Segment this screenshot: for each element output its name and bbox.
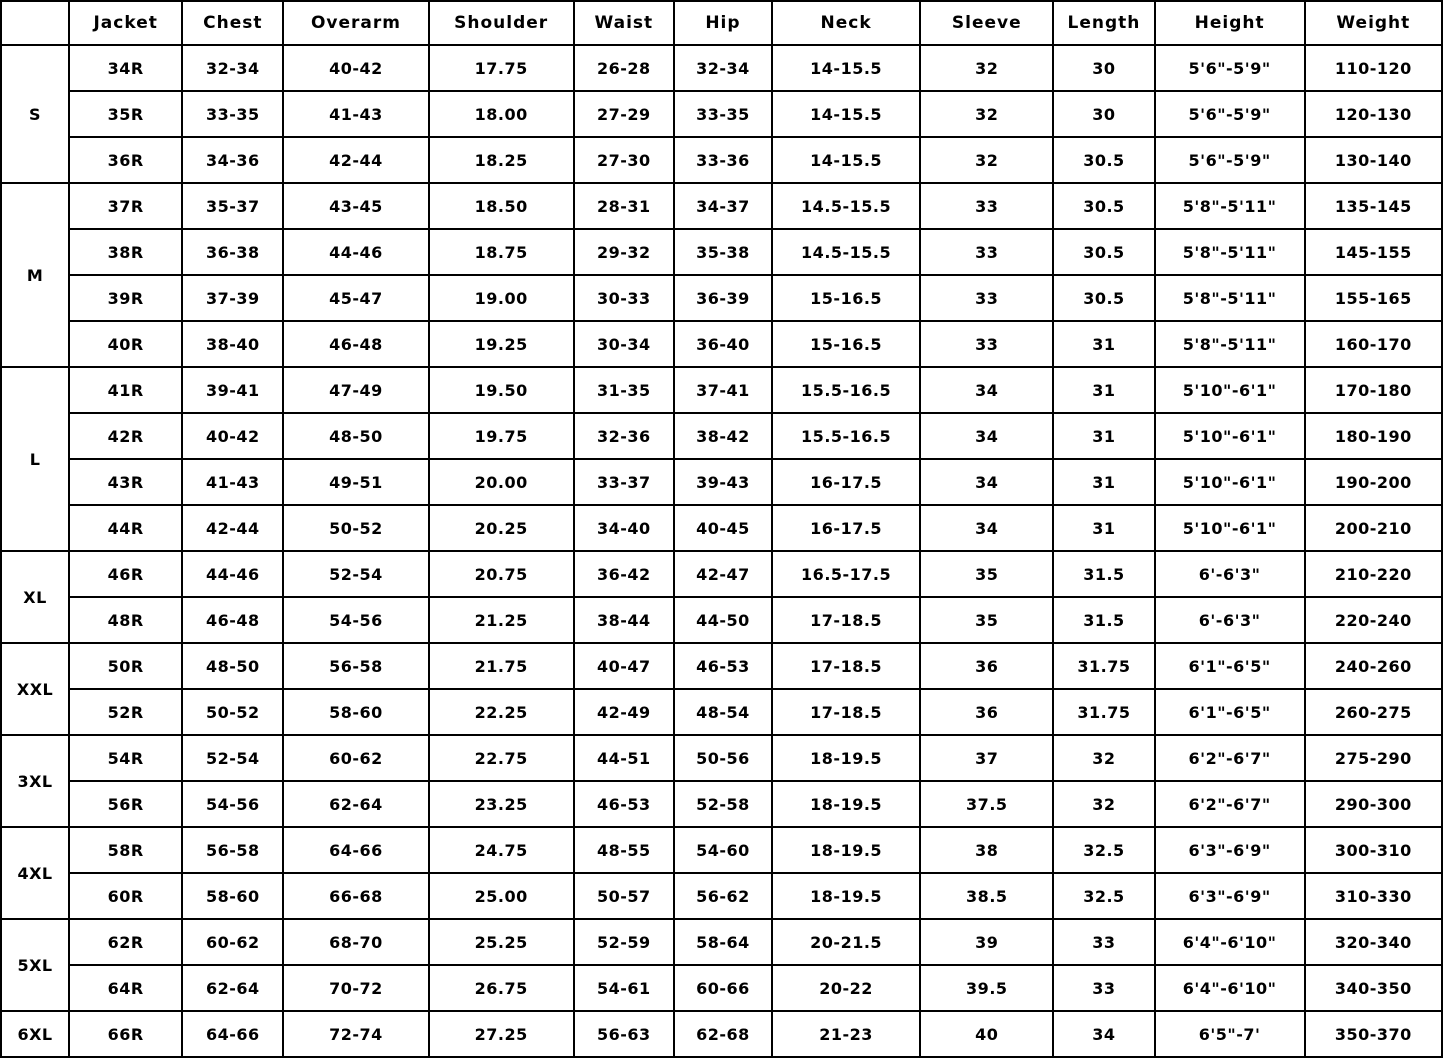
- cell-neck: 17-18.5: [772, 597, 920, 643]
- cell-chest: 46-48: [182, 597, 283, 643]
- cell-neck: 14-15.5: [772, 45, 920, 91]
- cell-hip: 62-68: [674, 1011, 772, 1057]
- cell-chest: 48-50: [182, 643, 283, 689]
- cell-shoulder: 19.75: [429, 413, 574, 459]
- cell-sleeve: 34: [920, 413, 1053, 459]
- table-row: [1, 45, 1442, 91]
- column-header-overarm: Overarm: [283, 1, 428, 45]
- cell-jacket: 35R: [69, 91, 182, 137]
- size-group-label: 3XL: [1, 735, 69, 827]
- cell-overarm: 44-46: [283, 229, 428, 275]
- cell-jacket: 39R: [69, 275, 182, 321]
- cell-overarm: 42-44: [283, 137, 428, 183]
- cell-jacket: 41R: [69, 367, 182, 413]
- cell-sleeve: 40: [920, 1011, 1053, 1057]
- cell-jacket: 34R: [69, 45, 182, 91]
- cell-overarm: 46-48: [283, 321, 428, 367]
- size-group-label: 4XL: [1, 827, 69, 919]
- cell-hip: 39-43: [674, 459, 772, 505]
- cell-sleeve: 34: [920, 459, 1053, 505]
- cell-jacket: 64R: [69, 965, 182, 1011]
- cell-waist: 26-28: [574, 45, 674, 91]
- cell-length: 33: [1053, 919, 1154, 965]
- cell-waist: 48-55: [574, 827, 674, 873]
- cell-overarm: 62-64: [283, 781, 428, 827]
- cell-jacket: 56R: [69, 781, 182, 827]
- table-row: [1, 827, 1442, 873]
- cell-waist: 30-34: [574, 321, 674, 367]
- cell-height: 6'4"-6'10": [1155, 965, 1305, 1011]
- cell-neck: 14-15.5: [772, 91, 920, 137]
- cell-length: 30.5: [1053, 275, 1154, 321]
- cell-shoulder: 18.75: [429, 229, 574, 275]
- cell-jacket: 36R: [69, 137, 182, 183]
- cell-waist: 32-36: [574, 413, 674, 459]
- cell-overarm: 41-43: [283, 91, 428, 137]
- cell-waist: 29-32: [574, 229, 674, 275]
- cell-neck: 17-18.5: [772, 689, 920, 735]
- cell-height: 5'10"-6'1": [1155, 413, 1305, 459]
- cell-hip: 36-39: [674, 275, 772, 321]
- cell-sleeve: 36: [920, 689, 1053, 735]
- cell-jacket: 66R: [69, 1011, 182, 1057]
- cell-height: 5'8"-5'11": [1155, 275, 1305, 321]
- column-header-chest: Chest: [182, 1, 283, 45]
- cell-hip: 44-50: [674, 597, 772, 643]
- cell-overarm: 40-42: [283, 45, 428, 91]
- cell-length: 32: [1053, 735, 1154, 781]
- cell-waist: 27-29: [574, 91, 674, 137]
- cell-hip: 35-38: [674, 229, 772, 275]
- cell-hip: 56-62: [674, 873, 772, 919]
- cell-sleeve: 35: [920, 597, 1053, 643]
- cell-length: 31.5: [1053, 597, 1154, 643]
- cell-shoulder: 24.75: [429, 827, 574, 873]
- cell-weight: 120-130: [1305, 91, 1442, 137]
- cell-jacket: 46R: [69, 551, 182, 597]
- size-group-label: S: [1, 45, 69, 183]
- cell-hip: 34-37: [674, 183, 772, 229]
- cell-overarm: 72-74: [283, 1011, 428, 1057]
- cell-height: 6'5"-7': [1155, 1011, 1305, 1057]
- cell-waist: 36-42: [574, 551, 674, 597]
- cell-weight: 145-155: [1305, 229, 1442, 275]
- cell-sleeve: 39.5: [920, 965, 1053, 1011]
- cell-hip: 32-34: [674, 45, 772, 91]
- column-header-weight: Weight: [1305, 1, 1442, 45]
- cell-hip: 46-53: [674, 643, 772, 689]
- cell-waist: 44-51: [574, 735, 674, 781]
- cell-weight: 190-200: [1305, 459, 1442, 505]
- cell-overarm: 43-45: [283, 183, 428, 229]
- cell-jacket: 40R: [69, 321, 182, 367]
- cell-jacket: 62R: [69, 919, 182, 965]
- cell-weight: 350-370: [1305, 1011, 1442, 1057]
- cell-weight: 275-290: [1305, 735, 1442, 781]
- cell-height: 6'3"-6'9": [1155, 827, 1305, 873]
- cell-hip: 42-47: [674, 551, 772, 597]
- cell-height: 5'8"-5'11": [1155, 321, 1305, 367]
- cell-height: 6'1"-6'5": [1155, 689, 1305, 735]
- cell-weight: 220-240: [1305, 597, 1442, 643]
- cell-length: 31: [1053, 367, 1154, 413]
- table-row: [1, 505, 1442, 551]
- cell-weight: 160-170: [1305, 321, 1442, 367]
- column-header-jacket: Jacket: [69, 1, 182, 45]
- cell-hip: 58-64: [674, 919, 772, 965]
- cell-jacket: 58R: [69, 827, 182, 873]
- cell-neck: 18-19.5: [772, 873, 920, 919]
- cell-hip: 38-42: [674, 413, 772, 459]
- cell-length: 31.75: [1053, 689, 1154, 735]
- cell-neck: 17-18.5: [772, 643, 920, 689]
- size-group-label: M: [1, 183, 69, 367]
- cell-overarm: 52-54: [283, 551, 428, 597]
- cell-sleeve: 33: [920, 275, 1053, 321]
- cell-chest: 40-42: [182, 413, 283, 459]
- table-row: [1, 413, 1442, 459]
- cell-weight: 200-210: [1305, 505, 1442, 551]
- cell-neck: 16-17.5: [772, 505, 920, 551]
- cell-hip: 52-58: [674, 781, 772, 827]
- cell-hip: 36-40: [674, 321, 772, 367]
- cell-waist: 28-31: [574, 183, 674, 229]
- cell-sleeve: 39: [920, 919, 1053, 965]
- cell-weight: 300-310: [1305, 827, 1442, 873]
- size-group-label: XL: [1, 551, 69, 643]
- cell-neck: 20-21.5: [772, 919, 920, 965]
- cell-neck: 15-16.5: [772, 275, 920, 321]
- cell-weight: 240-260: [1305, 643, 1442, 689]
- cell-sleeve: 32: [920, 45, 1053, 91]
- cell-neck: 15.5-16.5: [772, 413, 920, 459]
- cell-waist: 38-44: [574, 597, 674, 643]
- cell-overarm: 68-70: [283, 919, 428, 965]
- cell-chest: 62-64: [182, 965, 283, 1011]
- column-header-shoulder: Shoulder: [429, 1, 574, 45]
- cell-hip: 50-56: [674, 735, 772, 781]
- cell-chest: 58-60: [182, 873, 283, 919]
- cell-height: 5'10"-6'1": [1155, 505, 1305, 551]
- cell-shoulder: 22.75: [429, 735, 574, 781]
- cell-length: 30.5: [1053, 183, 1154, 229]
- cell-length: 31: [1053, 413, 1154, 459]
- cell-shoulder: 19.00: [429, 275, 574, 321]
- cell-shoulder: 20.75: [429, 551, 574, 597]
- cell-overarm: 56-58: [283, 643, 428, 689]
- cell-weight: 210-220: [1305, 551, 1442, 597]
- cell-jacket: 37R: [69, 183, 182, 229]
- cell-shoulder: 21.75: [429, 643, 574, 689]
- table-row: [1, 781, 1442, 827]
- size-group-label: 5XL: [1, 919, 69, 1011]
- size-group-label: XXL: [1, 643, 69, 735]
- cell-waist: 42-49: [574, 689, 674, 735]
- table-row: [1, 91, 1442, 137]
- cell-sleeve: 33: [920, 321, 1053, 367]
- table-row: [1, 367, 1442, 413]
- cell-chest: 50-52: [182, 689, 283, 735]
- table-row: [1, 597, 1442, 643]
- cell-length: 30.5: [1053, 229, 1154, 275]
- cell-length: 32: [1053, 781, 1154, 827]
- cell-chest: 34-36: [182, 137, 283, 183]
- cell-height: 5'6"-5'9": [1155, 45, 1305, 91]
- column-header-size: [1, 1, 69, 45]
- table-row: [1, 459, 1442, 505]
- cell-chest: 64-66: [182, 1011, 283, 1057]
- cell-length: 31: [1053, 505, 1154, 551]
- cell-weight: 260-275: [1305, 689, 1442, 735]
- cell-sleeve: 34: [920, 505, 1053, 551]
- cell-sleeve: 34: [920, 367, 1053, 413]
- header-row: [1, 1, 1442, 45]
- cell-overarm: 45-47: [283, 275, 428, 321]
- cell-jacket: 44R: [69, 505, 182, 551]
- cell-jacket: 50R: [69, 643, 182, 689]
- cell-waist: 46-53: [574, 781, 674, 827]
- cell-shoulder: 18.50: [429, 183, 574, 229]
- table-row: [1, 1011, 1442, 1057]
- cell-sleeve: 38: [920, 827, 1053, 873]
- cell-sleeve: 36: [920, 643, 1053, 689]
- table-row: [1, 551, 1442, 597]
- cell-weight: 310-330: [1305, 873, 1442, 919]
- cell-weight: 180-190: [1305, 413, 1442, 459]
- cell-neck: 21-23: [772, 1011, 920, 1057]
- cell-chest: 33-35: [182, 91, 283, 137]
- cell-weight: 340-350: [1305, 965, 1442, 1011]
- cell-sleeve: 38.5: [920, 873, 1053, 919]
- cell-chest: 54-56: [182, 781, 283, 827]
- cell-waist: 27-30: [574, 137, 674, 183]
- table-row: [1, 689, 1442, 735]
- cell-shoulder: 23.25: [429, 781, 574, 827]
- cell-hip: 33-35: [674, 91, 772, 137]
- cell-length: 30: [1053, 91, 1154, 137]
- cell-shoulder: 18.25: [429, 137, 574, 183]
- cell-weight: 320-340: [1305, 919, 1442, 965]
- cell-overarm: 60-62: [283, 735, 428, 781]
- cell-overarm: 47-49: [283, 367, 428, 413]
- cell-neck: 15-16.5: [772, 321, 920, 367]
- cell-neck: 14-15.5: [772, 137, 920, 183]
- cell-weight: 290-300: [1305, 781, 1442, 827]
- cell-jacket: 48R: [69, 597, 182, 643]
- table-row: [1, 919, 1442, 965]
- cell-overarm: 48-50: [283, 413, 428, 459]
- table-row: [1, 275, 1442, 321]
- cell-neck: 16-17.5: [772, 459, 920, 505]
- cell-height: 5'6"-5'9": [1155, 91, 1305, 137]
- cell-height: 6'1"-6'5": [1155, 643, 1305, 689]
- cell-jacket: 60R: [69, 873, 182, 919]
- cell-waist: 54-61: [574, 965, 674, 1011]
- cell-overarm: 58-60: [283, 689, 428, 735]
- cell-jacket: 42R: [69, 413, 182, 459]
- cell-hip: 48-54: [674, 689, 772, 735]
- cell-sleeve: 37: [920, 735, 1053, 781]
- cell-waist: 52-59: [574, 919, 674, 965]
- cell-hip: 37-41: [674, 367, 772, 413]
- size-group-label: L: [1, 367, 69, 551]
- cell-length: 30: [1053, 45, 1154, 91]
- cell-sleeve: 35: [920, 551, 1053, 597]
- cell-length: 31.5: [1053, 551, 1154, 597]
- cell-chest: 36-38: [182, 229, 283, 275]
- cell-length: 31: [1053, 321, 1154, 367]
- cell-shoulder: 25.25: [429, 919, 574, 965]
- cell-length: 30.5: [1053, 137, 1154, 183]
- cell-shoulder: 21.25: [429, 597, 574, 643]
- cell-waist: 30-33: [574, 275, 674, 321]
- cell-weight: 135-145: [1305, 183, 1442, 229]
- table-row: [1, 321, 1442, 367]
- cell-height: 6'-6'3": [1155, 551, 1305, 597]
- cell-length: 31: [1053, 459, 1154, 505]
- cell-chest: 42-44: [182, 505, 283, 551]
- cell-waist: 56-63: [574, 1011, 674, 1057]
- cell-neck: 18-19.5: [772, 781, 920, 827]
- cell-sleeve: 33: [920, 183, 1053, 229]
- cell-shoulder: 27.25: [429, 1011, 574, 1057]
- cell-chest: 38-40: [182, 321, 283, 367]
- cell-waist: 40-47: [574, 643, 674, 689]
- table-row: [1, 735, 1442, 781]
- cell-shoulder: 19.25: [429, 321, 574, 367]
- cell-length: 32.5: [1053, 873, 1154, 919]
- table-row: [1, 183, 1442, 229]
- column-header-hip: Hip: [674, 1, 772, 45]
- cell-jacket: 54R: [69, 735, 182, 781]
- cell-sleeve: 32: [920, 91, 1053, 137]
- cell-shoulder: 22.25: [429, 689, 574, 735]
- cell-jacket: 52R: [69, 689, 182, 735]
- cell-weight: 155-165: [1305, 275, 1442, 321]
- cell-height: 5'10"-6'1": [1155, 459, 1305, 505]
- table-row: [1, 229, 1442, 275]
- size-group-label: 6XL: [1, 1011, 69, 1057]
- cell-shoulder: 18.00: [429, 91, 574, 137]
- table-row: [1, 965, 1442, 1011]
- cell-chest: 52-54: [182, 735, 283, 781]
- cell-length: 34: [1053, 1011, 1154, 1057]
- cell-height: 6'4"-6'10": [1155, 919, 1305, 965]
- cell-neck: 14.5-15.5: [772, 183, 920, 229]
- column-header-waist: Waist: [574, 1, 674, 45]
- cell-chest: 35-37: [182, 183, 283, 229]
- cell-chest: 56-58: [182, 827, 283, 873]
- cell-chest: 44-46: [182, 551, 283, 597]
- cell-length: 32.5: [1053, 827, 1154, 873]
- cell-overarm: 54-56: [283, 597, 428, 643]
- cell-hip: 54-60: [674, 827, 772, 873]
- cell-height: 5'8"-5'11": [1155, 229, 1305, 275]
- cell-length: 33: [1053, 965, 1154, 1011]
- cell-overarm: 49-51: [283, 459, 428, 505]
- cell-weight: 130-140: [1305, 137, 1442, 183]
- cell-overarm: 66-68: [283, 873, 428, 919]
- table-row: [1, 873, 1442, 919]
- cell-chest: 37-39: [182, 275, 283, 321]
- cell-waist: 50-57: [574, 873, 674, 919]
- cell-weight: 110-120: [1305, 45, 1442, 91]
- cell-height: 5'6"-5'9": [1155, 137, 1305, 183]
- cell-jacket: 43R: [69, 459, 182, 505]
- cell-waist: 31-35: [574, 367, 674, 413]
- table-row: [1, 643, 1442, 689]
- cell-height: 6'2"-6'7": [1155, 735, 1305, 781]
- cell-neck: 14.5-15.5: [772, 229, 920, 275]
- column-header-length: Length: [1053, 1, 1154, 45]
- column-header-height: Height: [1155, 1, 1305, 45]
- column-header-sleeve: Sleeve: [920, 1, 1053, 45]
- cell-hip: 60-66: [674, 965, 772, 1011]
- cell-sleeve: 32: [920, 137, 1053, 183]
- cell-waist: 34-40: [574, 505, 674, 551]
- cell-neck: 18-19.5: [772, 827, 920, 873]
- table-header: [1, 1, 1442, 45]
- cell-hip: 40-45: [674, 505, 772, 551]
- cell-height: 5'10"-6'1": [1155, 367, 1305, 413]
- table-row: [1, 137, 1442, 183]
- cell-overarm: 50-52: [283, 505, 428, 551]
- cell-chest: 32-34: [182, 45, 283, 91]
- cell-neck: 16.5-17.5: [772, 551, 920, 597]
- cell-length: 31.75: [1053, 643, 1154, 689]
- column-header-neck: Neck: [772, 1, 920, 45]
- cell-overarm: 64-66: [283, 827, 428, 873]
- cell-chest: 41-43: [182, 459, 283, 505]
- cell-height: 6'-6'3": [1155, 597, 1305, 643]
- cell-shoulder: 17.75: [429, 45, 574, 91]
- cell-neck: 20-22: [772, 965, 920, 1011]
- cell-height: 6'3"-6'9": [1155, 873, 1305, 919]
- cell-neck: 15.5-16.5: [772, 367, 920, 413]
- cell-sleeve: 37.5: [920, 781, 1053, 827]
- cell-chest: 60-62: [182, 919, 283, 965]
- cell-height: 6'2"-6'7": [1155, 781, 1305, 827]
- cell-shoulder: 20.25: [429, 505, 574, 551]
- cell-shoulder: 19.50: [429, 367, 574, 413]
- cell-shoulder: 25.00: [429, 873, 574, 919]
- cell-shoulder: 20.00: [429, 459, 574, 505]
- cell-height: 5'8"-5'11": [1155, 183, 1305, 229]
- table-body: [1, 45, 1442, 1057]
- cell-hip: 33-36: [674, 137, 772, 183]
- cell-jacket: 38R: [69, 229, 182, 275]
- cell-sleeve: 33: [920, 229, 1053, 275]
- cell-chest: 39-41: [182, 367, 283, 413]
- cell-overarm: 70-72: [283, 965, 428, 1011]
- cell-weight: 170-180: [1305, 367, 1442, 413]
- cell-waist: 33-37: [574, 459, 674, 505]
- cell-neck: 18-19.5: [772, 735, 920, 781]
- cell-shoulder: 26.75: [429, 965, 574, 1011]
